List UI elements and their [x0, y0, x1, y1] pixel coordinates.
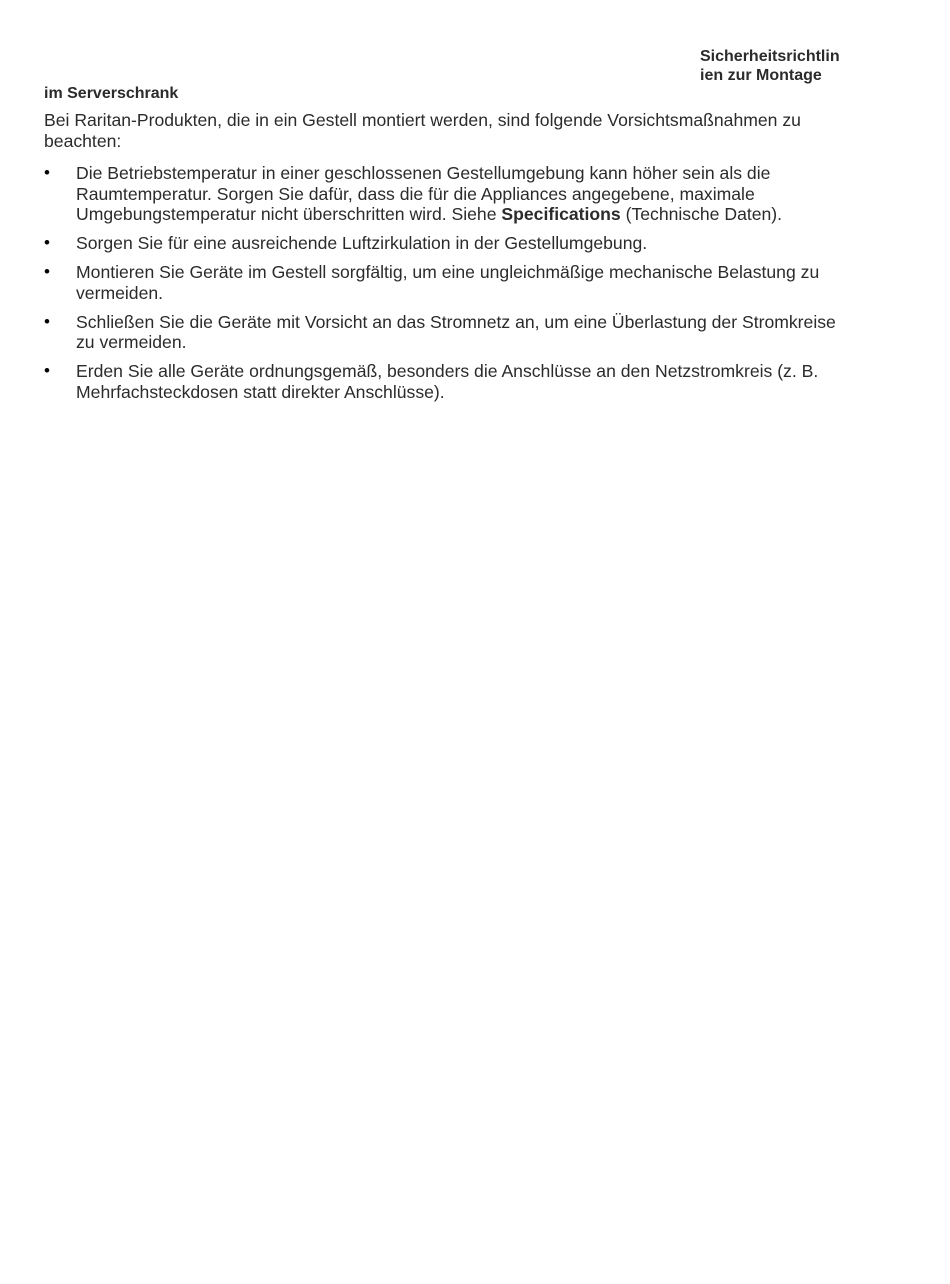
bullet-icon: • — [44, 361, 50, 380]
bullet-icon: • — [44, 163, 50, 182]
list-item-text: Die Betriebstemperatur in einer geschlossenen Gestellumgebung kann höher sein als die Raumtemperatur. Sorgen Sie dafür, dass die für die Appliances angegebene, maximale Umgebungstemperatur nicht überschritten wird. Siehe — [76, 163, 771, 224]
section-heading-continued: im Serverschrank — [44, 85, 179, 102]
section-heading-line-1: Sicherheitsrichtlin — [700, 48, 840, 65]
specifications-reference: Specifications — [501, 204, 621, 224]
list-item — [44, 163, 844, 225]
section-heading — [700, 47, 860, 85]
intro-paragraph: Bei Raritan-Produkten, die in ein Gestell montiert werden, sind folgende Vorsichtsmaßnahmen zu beachten: — [44, 110, 801, 151]
bullet-list — [44, 163, 844, 411]
list-item-text: Schließen Sie die Geräte mit Vorsicht an das Stromnetz an, um eine Überlastung der Stromkreise zu vermeiden. — [76, 311, 836, 352]
list-item-text: Montieren Sie Geräte im Gestell sorgfältig, um eine ungleichmäßige mechanische Belastung zu vermeiden. — [76, 262, 820, 303]
list-item — [44, 233, 844, 254]
list-item-text-suffix: (Technische Daten). — [620, 204, 783, 224]
bullet-icon: • — [44, 233, 50, 252]
list-item — [44, 262, 844, 303]
list-item-text: Sorgen Sie für eine ausreichende Luftzirkulation in der Gestellumgebung. — [76, 233, 648, 253]
section-heading-line-2: ien zur Montage — [700, 67, 822, 84]
bullet-icon: • — [44, 311, 50, 331]
list-item — [44, 312, 844, 353]
bullet-icon: • — [44, 262, 50, 281]
list-item-text: Erden Sie alle Geräte ordnungsgemäß, besonders die Anschlüsse an den Netzstromkreis (z. B. Mehrfachsteckdosen statt direkter Anschlüsse). — [76, 361, 819, 402]
list-item — [44, 361, 844, 402]
